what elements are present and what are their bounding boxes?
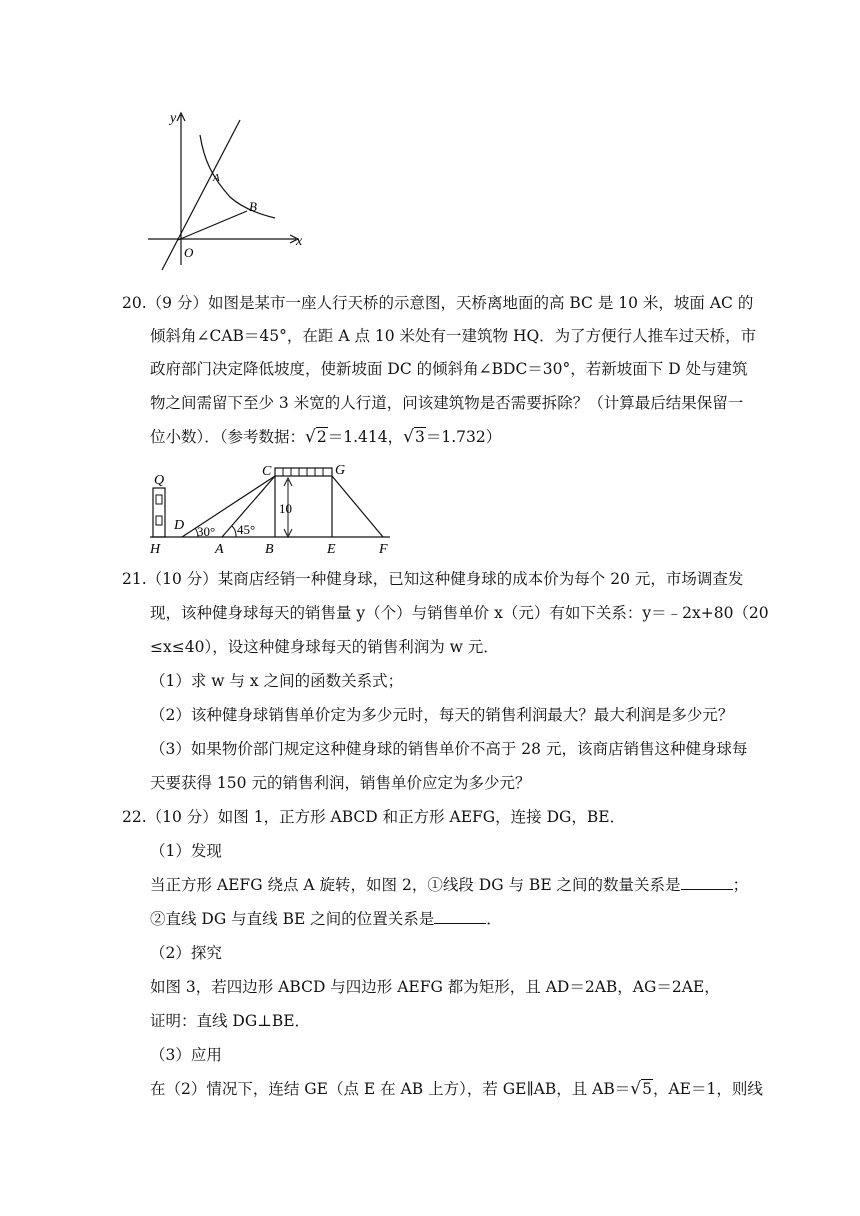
- slope-dc: [182, 476, 275, 537]
- q20-line-2: 倾斜角∠CAB＝45°，在距 A 点 10 米处有一建筑物 HQ．为了方便行人推车过天桥，市: [150, 327, 757, 345]
- q21-part-3: （3）如果物价部门规定这种健身球的销售单价不高于 28 元，该商店销售这种健身球每: [150, 740, 748, 758]
- label-c: C: [262, 464, 272, 479]
- q22-part1-title: （1）发现: [150, 842, 222, 860]
- label-e: E: [327, 542, 336, 557]
- q21-part-2: （2）该种健身球销售单价定为多少元时，每天的销售利润最大？最大利润是多少元？: [150, 706, 734, 724]
- label-b: B: [265, 542, 274, 557]
- q22-part3-line1: 在（2）情况下，连结 GE（点 E 在 AB 上方），若 GE∥AB，且 AB＝√5，AE＝1，则线: [150, 1079, 763, 1099]
- label-a: A: [215, 542, 224, 557]
- q21-line-3: ≤x≤40），设这种健身球每天的销售利润为 w 元．: [150, 638, 499, 656]
- point-a-label: A: [213, 172, 220, 184]
- graph-figure: [140, 105, 310, 275]
- q22-part1-line1: 当正方形 AEFG 绕点 A 旋转，如图 2，①线段 DG 与 BE 之间的数量关系是 ；: [150, 876, 749, 894]
- q22-part3-title: （3）应用: [150, 1046, 222, 1064]
- height-label: 10: [279, 501, 292, 516]
- building-window-1: [156, 495, 162, 504]
- x-label: x: [296, 234, 303, 249]
- label-f: F: [379, 542, 388, 557]
- answer-blank-1[interactable]: [681, 875, 733, 890]
- segment-ob: [178, 211, 247, 240]
- q21-part-1: （1）求 w 与 x 之间的函数关系式；: [150, 672, 404, 690]
- sqrt-5: √5: [630, 1079, 652, 1099]
- q20-line-5: [150, 426, 501, 448]
- sqrt-3: √3: [403, 427, 425, 447]
- q22-part2-line2: 证明：直线 DG⊥BE．: [150, 1012, 311, 1030]
- origin-label: O: [184, 245, 194, 260]
- q20-line-3: 政府部门决定降低坡度，使新坡面 DC 的倾斜角∠BDC＝30°，若新坡面下 D 处与建筑: [150, 360, 748, 378]
- label-h: H: [150, 542, 161, 557]
- q22-part2-line1: 如图 3，若四边形 ABCD 与四边形 AEFG 都为矩形，且 AD＝2AB，AG＝2AE，: [150, 978, 720, 996]
- angle-30-label: 30°: [197, 524, 216, 539]
- label-d: D: [174, 518, 185, 533]
- sqrt2-value: ＝1.414，: [327, 428, 404, 446]
- q20-line-4: 物之间需留下至少 3 米宽的人行道，问该建筑物是否需要拆除？（计算最后结果保留一: [150, 394, 744, 412]
- q20-ref-prefix: 位小数）．（参考数据：: [150, 428, 306, 446]
- building-window-2: [156, 516, 162, 525]
- q20-line-1: 20.（9 分）如图是某市一座人行天桥的示意图，天桥离地面的高 BC 是 10 米，坡面 AC 的: [122, 294, 754, 312]
- q22-part2-title: （2）探究: [150, 944, 222, 962]
- sqrt-2: √2: [305, 427, 327, 447]
- q22-intro: 22.（10 分）如图 1，正方形 ABCD 和正方形 AEFG，连接 DG，BE．: [122, 808, 626, 826]
- angle-45-label: 45°: [237, 522, 256, 537]
- label-q: Q: [154, 473, 165, 488]
- slope-gf: [332, 476, 383, 537]
- q21-part-3-cont: 天要获得 150 元的销售利润，销售单价应定为多少元？: [150, 774, 531, 792]
- y-label: y: [170, 111, 177, 126]
- q21-line-2: 现，该种健身球每天的销售量 y（个）与销售单价 x（元）有如下关系：y＝﹣2x+80（20: [150, 604, 769, 622]
- point-b-label: B: [249, 199, 257, 214]
- q22-part1-line2: ②直线 DG 与直线 BE 之间的位置关系是 ．: [150, 910, 502, 928]
- label-g: G: [335, 463, 346, 478]
- answer-blank-2[interactable]: [434, 909, 486, 924]
- bridge-figure: [142, 458, 402, 558]
- sqrt3-value: ＝1.732）: [425, 428, 502, 446]
- q21-line-1: 21.（10 分）某商店经销一种健身球，已知这种健身球的成本价为每个 20 元，市场调查发: [122, 570, 744, 588]
- angle-45-arc: [232, 526, 236, 537]
